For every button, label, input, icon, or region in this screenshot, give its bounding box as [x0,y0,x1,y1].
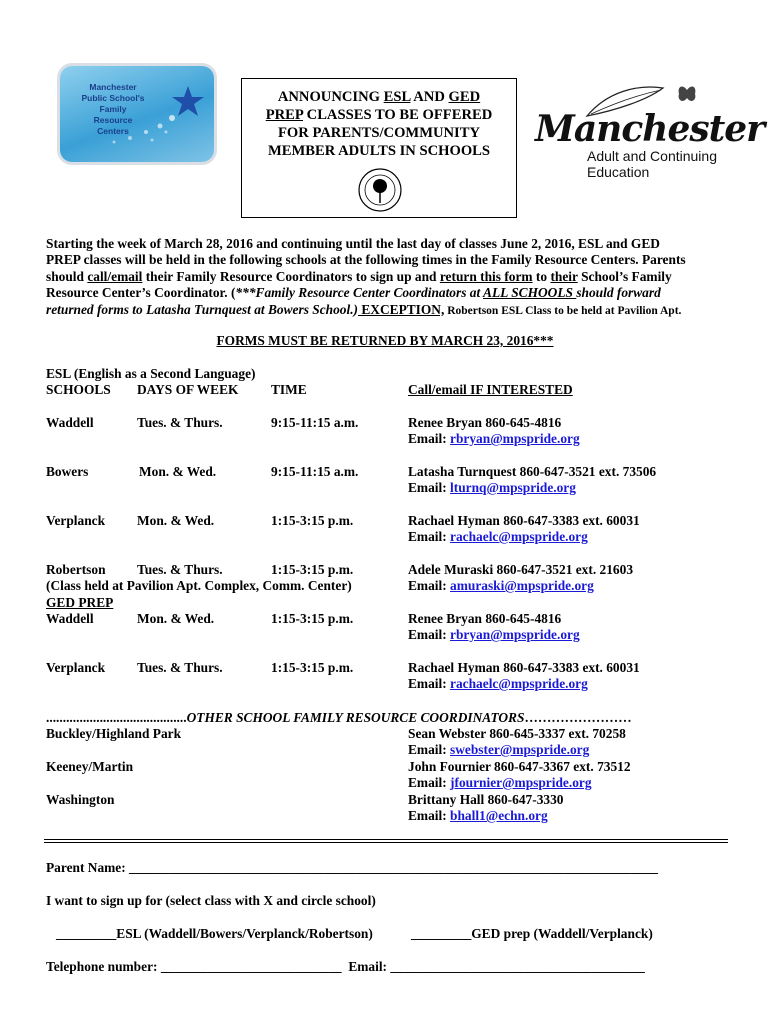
row-email: Email: rbryan@mpspride.org [408,627,580,642]
header-contact: Call/email IF INTERESTED [408,382,573,397]
manchester-adult-ed-logo [527,82,765,180]
ged-heading: GED PREP [46,595,114,610]
email-label: Email: [348,959,391,974]
intro-paragraph [46,236,736,319]
robertson-note: (Class held at Pavilion Apt. Complex, Comm. Center) [46,578,352,593]
row-contact: Rachael Hyman 860-647-3383 ext. 60031 [408,660,640,675]
parent-name-row [46,860,658,876]
email-link[interactable]: jfournier@mpspride.org [450,775,592,790]
title-line-3: FOR PARENTS/COMMUNITY [277,125,480,141]
row-school: Waddell [46,611,94,626]
logo-text-line: Public School's [81,93,145,103]
deadline-notice: FORMS MUST BE RETURNED BY MARCH 23, 2016*** [216,333,554,348]
row-time: 1:15-3:15 p.m. [271,513,354,528]
row-school: Washington [46,792,115,807]
row-school: Bowers [46,464,89,479]
row-days: Tues. & Thurs. [137,562,223,577]
row-contact: John Fournier 860-647-3367 ext. 73512 [408,759,631,774]
row-school: Verplanck [46,660,106,675]
esl-option-field[interactable]: _________ESL (Waddell/Bowers/Verplanck/Robertson) [56,926,373,941]
title-line-4: MEMBER ADULTS IN SCHOOLS [267,143,491,159]
logo-subtitle: Adult and Continuing Education [587,148,717,180]
contact-row [46,959,645,975]
announcement-title-box [241,78,517,218]
row-email: Email: swebster@mpspride.org [408,742,590,757]
signup-instructions: I want to sign up for (select class with X and circle school) [46,893,376,908]
header-time: TIME [271,382,307,397]
row-contact: Renee Bryan 860-645-4816 [408,611,562,626]
logo-text-line: Centers [97,126,129,136]
intro-line: returned forms to Latasha Turnquest at Bowers School.) EXCEPTION, Robertson ESL Class to be held at Pavilion Apt. [46,301,682,317]
logo-script-text: Manchester [535,108,765,150]
row-email: Email: bhall1@echn.org [408,808,548,823]
email-link[interactable]: bhall1@echn.org [450,808,548,823]
ged-option-field[interactable]: _________GED prep (Waddell/Verplanck) [411,926,653,941]
email-link[interactable]: lturnq@mpspride.org [450,480,576,495]
row-contact: Latasha Turnquest 860-647-3521 ext. 73506 [408,464,657,479]
row-email: Email: rachaelc@mpspride.org [408,676,588,691]
logo-text-line: Resource [93,115,133,125]
logo-text-line: Family [99,104,127,114]
row-email: Email: jfournier@mpspride.org [408,775,592,790]
row-days: Tues. & Thurs. [137,660,223,675]
email-link[interactable]: amuraski@mpspride.org [450,578,594,593]
parent-name-label: Parent Name: [46,860,130,875]
email-link[interactable]: rachaelc@mpspride.org [450,676,588,691]
row-email: Email: rbryan@mpspride.org [408,431,580,446]
section-divider [44,842,728,843]
header-schools: SCHOOLS [46,382,111,397]
row-time: 1:15-3:15 p.m. [271,611,354,626]
intro-line: Resource Center’s Coordinator. (***Family Resource Center Coordinators at ALL SCHOOLS should forward [46,285,661,301]
intro-line: PREP classes will be held in the following schools at the following times in the Family Resource Centers. Parents [46,252,686,268]
row-email: Email: amuraski@mpspride.org [408,578,594,593]
row-contact: Renee Bryan 860-645-4816 [408,415,562,430]
email-field[interactable]: ______________________________________ [390,959,645,974]
row-school: Verplanck [46,513,106,528]
row-days: Tues. & Thurs. [137,415,223,430]
row-email: Email: rachaelc@mpspride.org [408,529,588,544]
row-days: Mon. & Wed. [137,513,215,528]
row-school: Buckley/Highland Park [46,726,182,741]
row-time: 1:15-3:15 p.m. [271,562,354,577]
row-time: 9:15-11:15 a.m. [271,415,359,430]
intro-line: should call/email their Family Resource Coordinators to sign up and return this form to their School’s Family [46,268,672,284]
section-divider [44,839,728,840]
telephone-field[interactable]: ___________________________ [160,959,342,974]
school-seal-icon [357,167,403,213]
intro-line: Starting the week of March 28, 2016 and continuing until the last day of classes June 2, 2016, ESL and GED [46,236,660,251]
other-coordinators-heading: ..........................................OTHER SCHOOL FAMILY RESOURCE COORDINATORS…………………… [46,710,632,725]
row-days: Mon. & Wed. [139,464,217,479]
family-resource-centers-logo [60,66,214,162]
row-email: Email: lturnq@mpspride.org [408,480,576,495]
row-school: Waddell [46,415,94,430]
row-contact: Adele Muraski 860-647-3521 ext. 21603 [408,562,634,577]
row-contact: Rachael Hyman 860-647-3383 ext. 60031 [408,513,640,528]
header-days: DAYS OF WEEK [137,382,239,397]
parent-name-field[interactable]: _______________________________________________________________________________ [129,860,658,875]
email-link[interactable]: rachaelc@mpspride.org [450,529,588,544]
row-school: Robertson [46,562,106,577]
row-time: 9:15-11:15 a.m. [271,464,359,479]
title-line-1: ANNOUNCING ESL AND GED [277,89,481,105]
row-time: 1:15-3:15 p.m. [271,660,354,675]
row-school: Keeney/Martin [46,759,134,774]
email-link[interactable]: rbryan@mpspride.org [450,627,580,642]
row-contact: Sean Webster 860-645-3337 ext. 70258 [408,726,626,741]
telephone-label: Telephone number: [46,959,161,974]
row-contact: Brittany Hall 860-647-3330 [408,792,564,807]
email-link[interactable]: rbryan@mpspride.org [450,431,580,446]
email-link[interactable]: swebster@mpspride.org [450,742,590,757]
row-days: Mon. & Wed. [137,611,215,626]
logo-text-line: Manchester [89,82,137,92]
esl-heading: ESL (English as a Second Language) [46,366,256,381]
title-line-2: PREP CLASSES TO BE OFFERED [265,107,493,123]
